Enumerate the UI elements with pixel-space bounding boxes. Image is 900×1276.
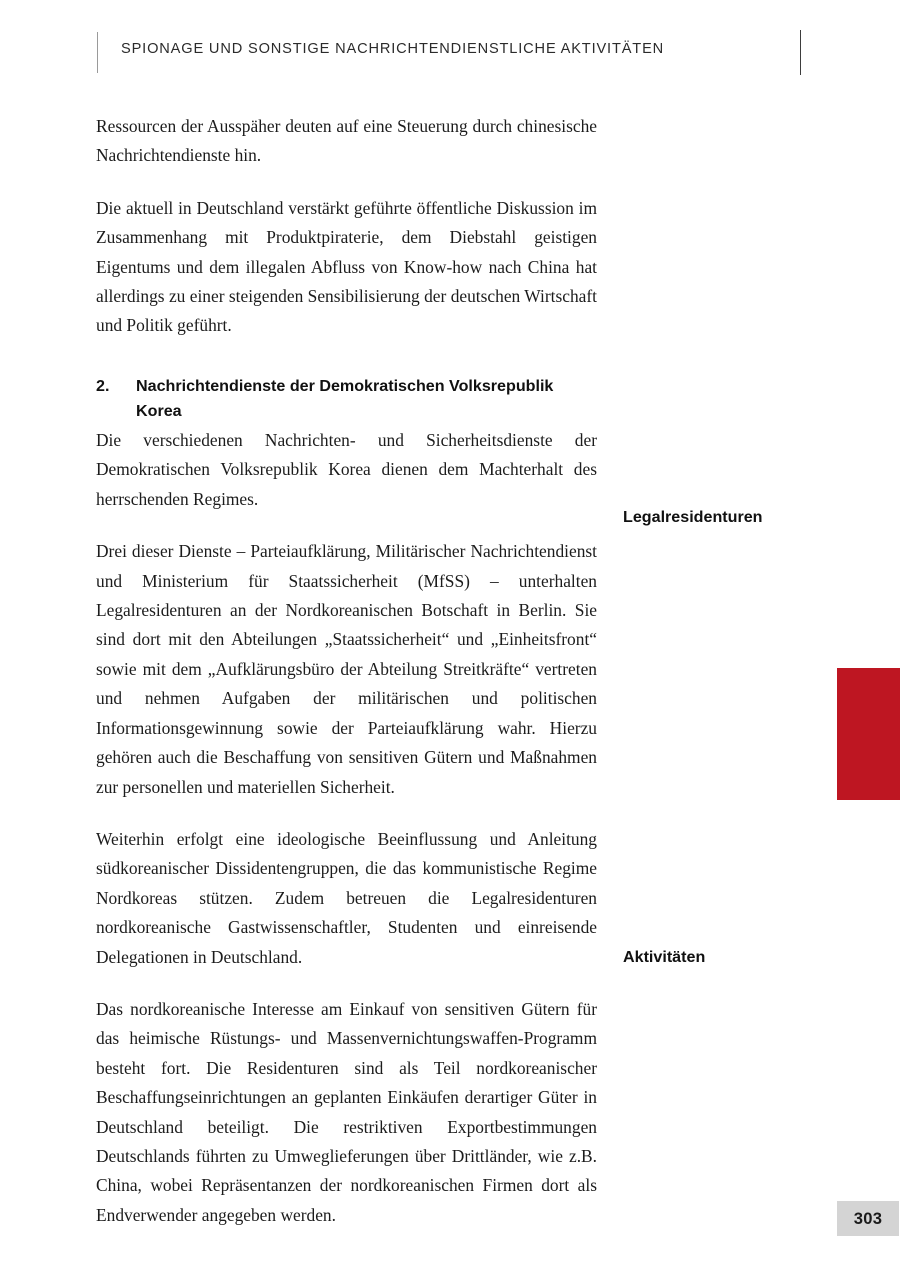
heading-spacer (96, 364, 597, 374)
page-number-badge (837, 1201, 899, 1236)
header-rule-right (800, 30, 801, 75)
paragraph-ressourcen: Ressourcen der Ausspäher deuten auf eine Steuerung durch chinesische Nachrichtendienste hin. (96, 116, 597, 166)
header-rule-left (97, 32, 98, 73)
paragraph-weiterhin: Weiterhin erfolgt eine ideologische Beeinflussung und Anleitung südkoreanischer Dissidentengruppen, die das kommunistische Regime Nordkoreas stützen. Zudem betreuen die Legalresidenturen nordkoreanische Gastwissenschaftler, Studenten und einreisende Delegationen in Deutschland. (96, 828, 597, 967)
chapter-thumb-tab (837, 668, 900, 800)
main-text-column (96, 112, 597, 1230)
paragraph-interesse-einkauf: Das nordkoreanische Interesse am Einkauf von sensitiven Gütern für das heimische Rüstungs- und Massenvernichtungswaffen-Programm besteht fort. Die Residenturen sind als Teil nordkoreanischer Beschaffungseinrichtungen an geplanten Einkäufen derartiger Güter in Deutschland beteiligt. Die restriktiven Exportbestimmungen Deutschlands führten zu Umweglieferungen über Drittländer, wie z.B. China, wobei Repräsentanzen der nordkoreanischen Firmen dort als Endverwender angegeben werden. (96, 998, 597, 1225)
page-number-label: 303 (853, 1208, 883, 1228)
paragraph-diskussion: Die aktuell in Deutschland verstärkt geführte öffentliche Diskussion im Zusammenhang mit Produktpiraterie, dem Diebstahl geistigen Eigentums und dem illegalen Abfluss von Know-how nach China hat allerdings zu einer steigenden Sensibilisierung der deutschen Wirtschaft und Politik geführt. (96, 197, 597, 336)
section-number: 2. (96, 376, 110, 395)
paragraph-drei-dienste: Drei dieser Dienste – Parteiaufklärung, Militärischer Nachrichtendienst und Ministerium für Staatssicherheit (MfSS) – unterhalten Legalresidenturen an der Nordkoreanischen Botschaft in Berlin. Sie sind dort mit den Abteilungen „Staatssicherheit“ und „Einheitsfront“ sowie mit dem „Aufklärungsbüro der Abteilung Streitkräfte“ vertreten und nehmen Aufgaben der militärischen und politischen Informationsgewinnung sowie der Parteiaufklärung wahr. Hierzu gehören auch die Beschaffung von sensitiven Gütern und Maßnahmen zur personellen und materiellen Sicherheit. (96, 541, 597, 797)
section-heading (96, 374, 597, 425)
sidenote-legalresidenturen: Legalresidenturen (623, 508, 763, 526)
section-title: Nachrichtendienste der Demokratischen Volksrepublik Korea (136, 376, 554, 421)
running-header-title: SPIONAGE UND SONSTIGE NACHRICHTENDIENSTLICHE AKTIVITÄTEN (121, 41, 665, 57)
sidenote-aktivitaeten: Aktivitäten (623, 948, 706, 966)
paragraph-nachrichtendienste: Die verschiedenen Nachrichten- und Sicherheitsdienste der Demokratischen Volksrepublik Korea dienen dem Machterhalt des herrschenden Regimes. (96, 430, 597, 509)
